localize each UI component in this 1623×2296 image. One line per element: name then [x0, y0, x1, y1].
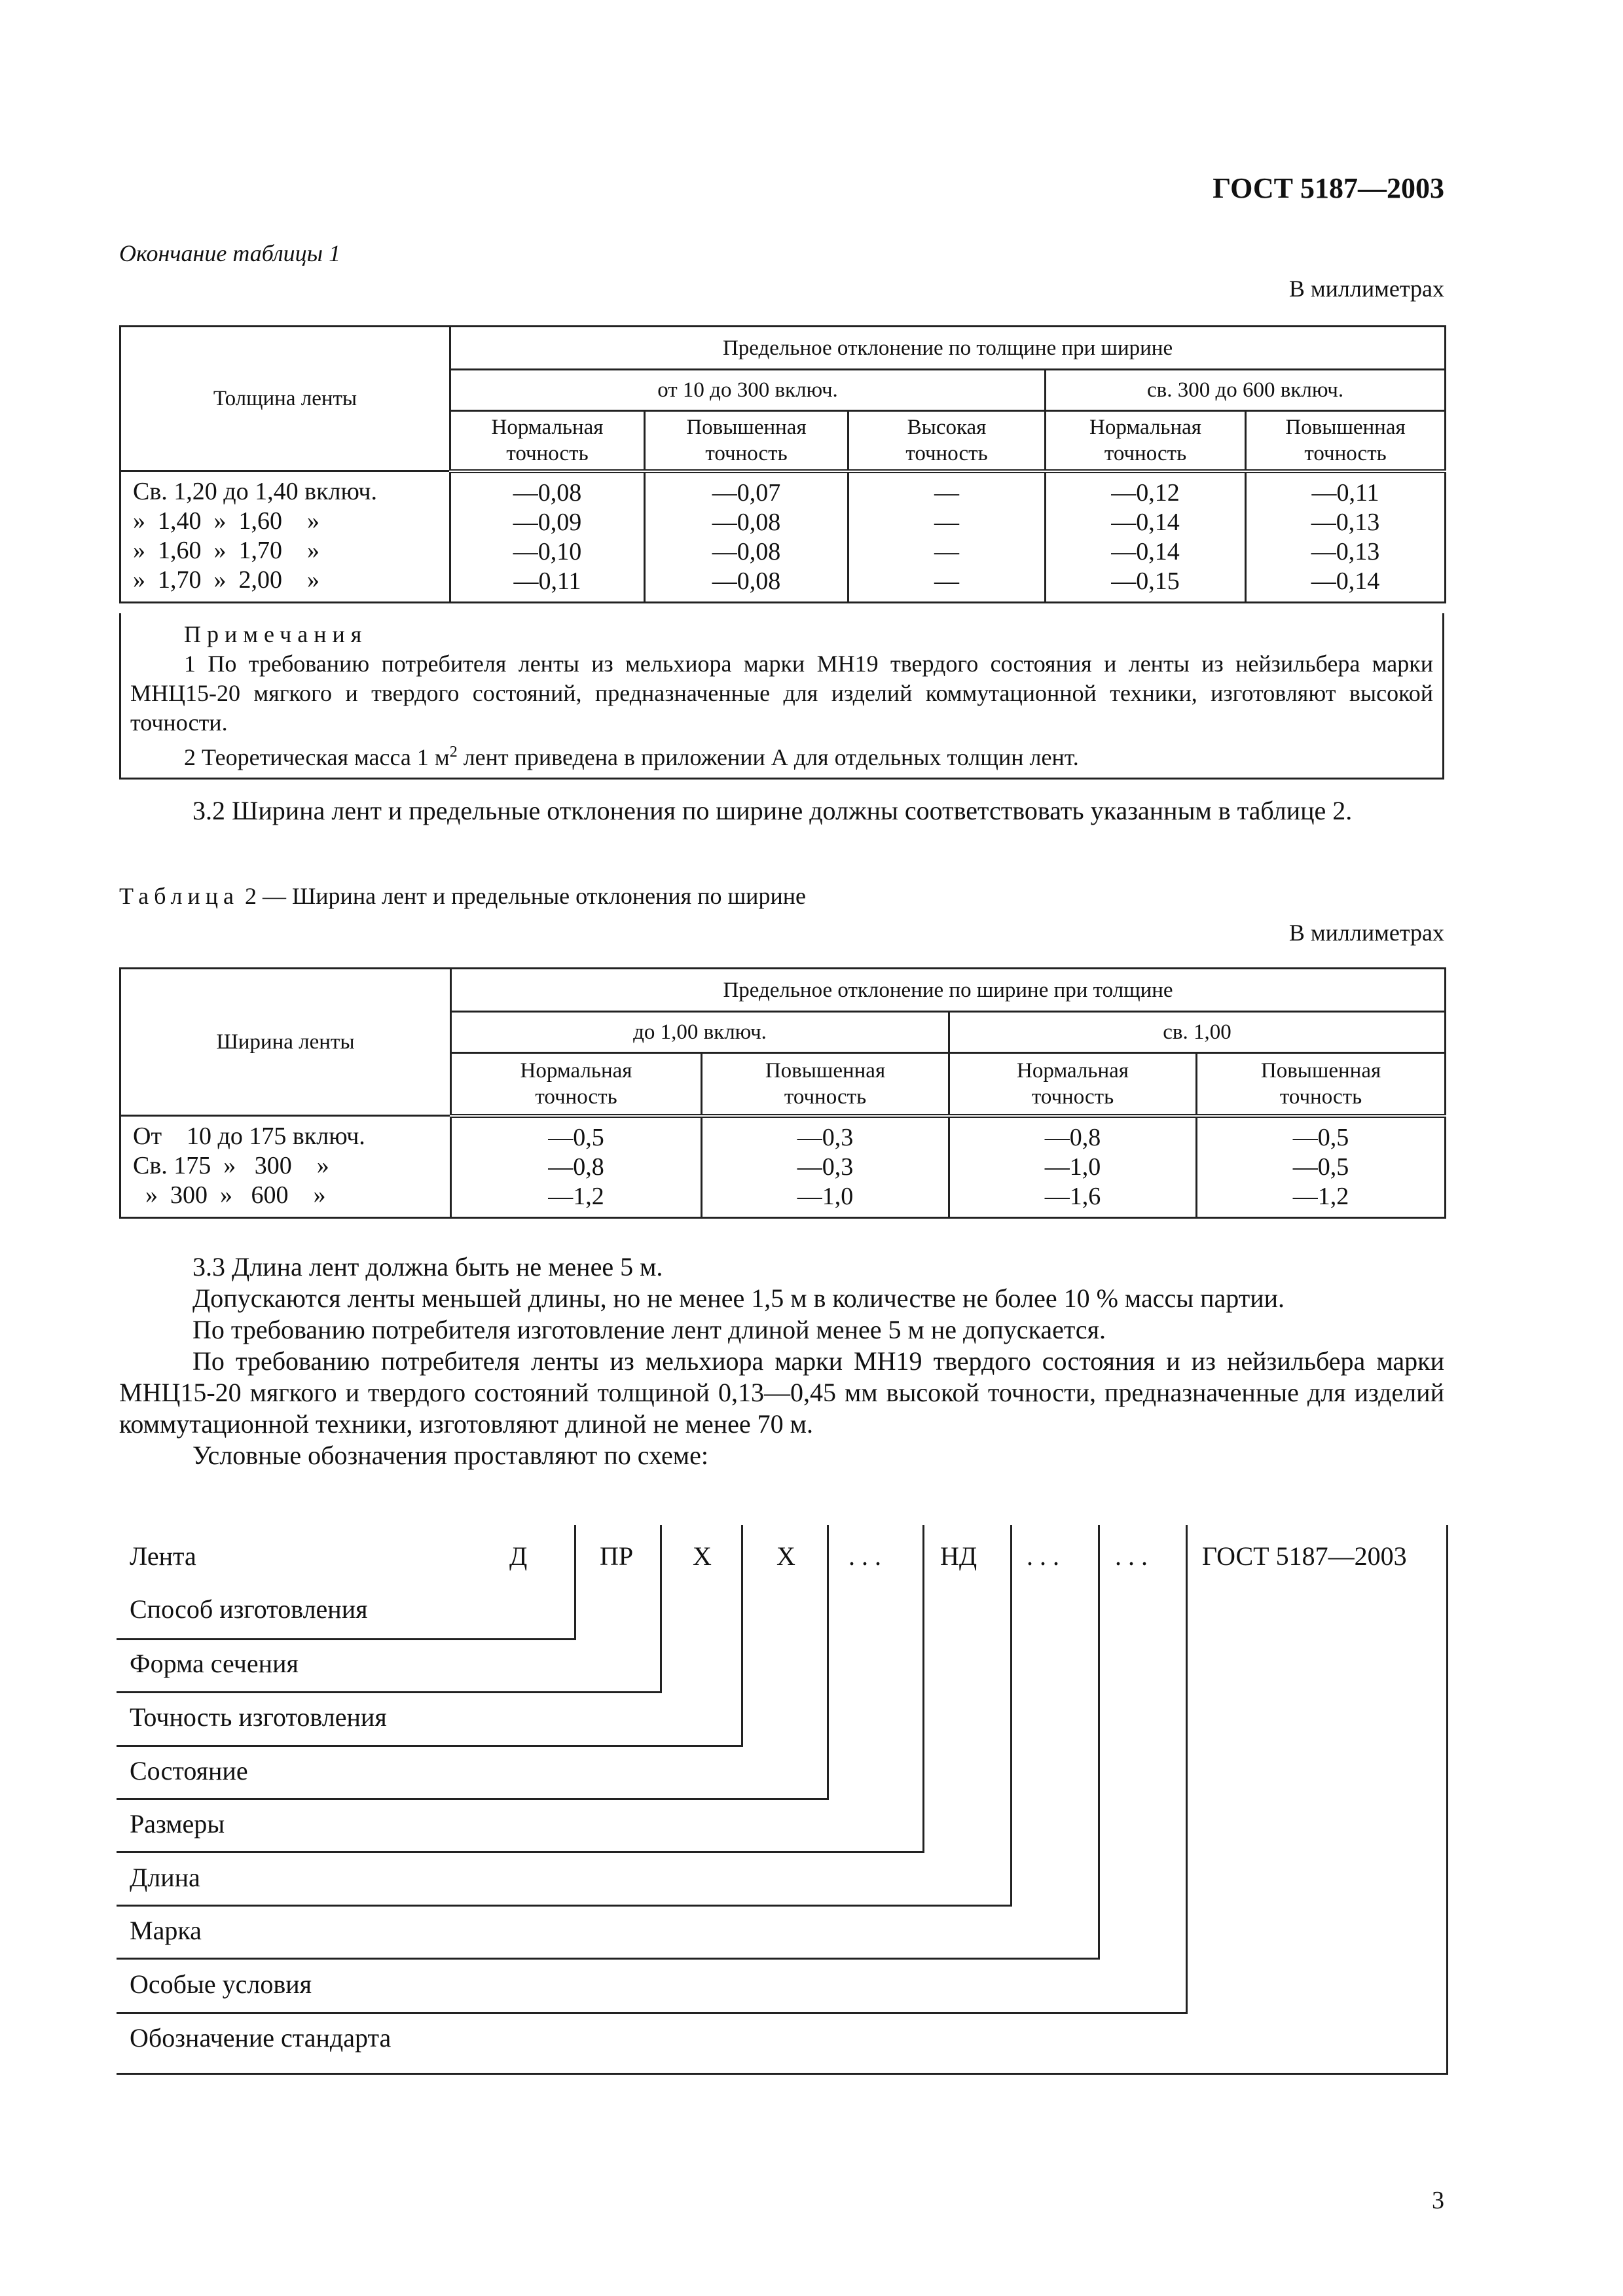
note-1: 1 По требованию потребителя ленты из мельхиора марки МН19 твердого состояния и ленты из нейзильбера марки МНЦ15-20 мягкого и твердого состояний, предназначенные для изделий коммутационной техники, изготовляют высокой точности.: [130, 651, 1433, 736]
table1-caption: Окончание таблицы 1: [119, 240, 341, 266]
t1-values-col-1: —0,08 —0,09 —0,10 —0,11: [450, 471, 645, 603]
scheme-label-2: Форма сечения: [130, 1649, 299, 1678]
scheme-word: Лента: [130, 1541, 196, 1571]
scheme-code-4: Х: [776, 1541, 795, 1571]
scheme-hline-2: [117, 1691, 662, 1693]
scheme-label-9: Обозначение стандарта: [130, 2023, 392, 2053]
table1-units: В миллиметрах: [1288, 276, 1444, 302]
t2-thickness-range-2: св. 1,00: [949, 1012, 1446, 1053]
scheme-vline-3: [741, 1525, 743, 1747]
scheme-standard: ГОСТ 5187—2003: [1202, 1541, 1407, 1571]
t2-group-header: Предельное отклонение по ширине при толщине: [451, 969, 1446, 1012]
t1-values-col-5: —0,11 —0,13 —0,13 —0,14: [1246, 471, 1446, 603]
t2-acc-col-4: Повышенная точность: [1197, 1053, 1446, 1116]
t1-values-col-4: —0,12 —0,14 —0,14 —0,15: [1046, 471, 1246, 603]
scheme-vline-8: [1186, 1525, 1188, 2014]
notes-title: Примечания: [184, 621, 368, 647]
t1-group-header: Предельное отклонение по толщине при ширине: [450, 327, 1446, 370]
scheme-label-3: Точность изготовления: [130, 1702, 387, 1732]
scheme-code-2: ПР: [600, 1541, 634, 1571]
scheme-vline-7: [1098, 1525, 1100, 1960]
t2-col-width: Ширина ленты: [120, 969, 451, 1116]
para-3-3-line-4: По требованию потребителя ленты из мельхиора марки МН19 твердого состояния и из нейзильбера марки МНЦ15-20 мягкого и твердого состояний толщиной 0,13—0,45 мм высокой точности, предназначенные для изделий коммутационной техники, изготовляют длиной не менее 70 м.: [119, 1346, 1444, 1439]
scheme-label-5: Размеры: [130, 1809, 225, 1839]
table2-caption: Таблица 2 — Ширина лент и предельные отклонения по ширине: [119, 883, 806, 909]
t1-values-col-2: —0,07 —0,08 —0,08 —0,08: [645, 471, 848, 603]
scheme-code-7: . . .: [1027, 1541, 1059, 1571]
para-3-3-line-5: Условные обозначения проставляют по схеме:: [192, 1441, 708, 1470]
scheme-vline-9: [1446, 1525, 1448, 2075]
t2-values-col-1: —0,5 —0,8 —1,2: [451, 1116, 702, 1218]
table1-notes: [119, 613, 1444, 780]
para-3-3-line-2: Допускаются ленты меньшей длины, но не менее 1,5 м в количестве не более 10 % массы партии.: [192, 1283, 1285, 1313]
scheme-hline-9: [117, 2073, 1448, 2075]
t1-acc-col-2: Повышенная точность: [645, 411, 848, 471]
scheme-hline-7: [117, 1958, 1100, 1960]
scheme-vline-6: [1010, 1525, 1012, 1907]
t2-values-col-4: —0,5 —0,5 —1,2: [1197, 1116, 1446, 1218]
t2-acc-col-1: Нормальная точность: [451, 1053, 702, 1116]
t1-acc-col-1: Нормальная точность: [450, 411, 645, 471]
scheme-label-7: Марка: [130, 1916, 202, 1945]
t1-width-range-1: от 10 до 300 включ.: [450, 370, 1046, 411]
para-3-3-line-3: По требованию потребителя изготовление лент длиной менее 5 м не допускается.: [192, 1315, 1106, 1344]
t1-values-col-3: — — — —: [848, 471, 1046, 603]
scheme-vline-1: [574, 1525, 576, 1640]
scheme-code-6: НД: [940, 1541, 977, 1571]
note-2: 2 Теоретическая масса 1 $м^2$ лент приведена в приложении А для отдельных толщин лент.: [184, 744, 1079, 770]
t1-row-labels: Св. 1,20 до 1,40 включ. » 1,40 » 1,60 » » 1,60 » 1,70 » » 1,70 » 2,00 »: [120, 471, 450, 603]
t1-acc-col-5: Повышенная точность: [1246, 411, 1446, 471]
page-number: 3: [1432, 2187, 1444, 2214]
scheme-vline-5: [922, 1525, 924, 1853]
table2: [119, 967, 1446, 1219]
scheme-vline-2: [660, 1525, 662, 1693]
scheme-hline-5: [117, 1851, 924, 1853]
scheme-label-6: Длина: [130, 1863, 200, 1892]
scheme-code-8: . . .: [1115, 1541, 1148, 1571]
scheme-hline-1: [117, 1638, 576, 1640]
scheme-label-1: Способ изготовления: [130, 1594, 368, 1624]
t1-acc-col-4: Нормальная точность: [1046, 411, 1246, 471]
t1-col-thickness: Толщина ленты: [120, 327, 450, 471]
t1-acc-col-3: Высокая точность: [848, 411, 1046, 471]
paragraph-3-2: 3.2 Ширина лент и предельные отклонения по ширине должны соответствовать указанным в таблице 2.: [192, 796, 1353, 825]
scheme-label-8: Особые условия: [130, 1969, 312, 1999]
t2-thickness-range-1: до 1,00 включ.: [451, 1012, 949, 1053]
scheme-hline-8: [117, 2012, 1188, 2014]
scheme-hline-4: [117, 1798, 829, 1800]
t2-values-col-2: —0,3 —0,3 —1,0: [702, 1116, 949, 1218]
para-3-3-line-1: 3.3 Длина лент должна быть не менее 5 м.: [192, 1252, 663, 1282]
scheme-hline-3: [117, 1745, 743, 1747]
scheme-label-4: Состояние: [130, 1756, 248, 1785]
t2-row-labels: От 10 до 175 включ. Св. 175 » 300 » » 300 » 600 »: [120, 1116, 451, 1218]
scheme-code-3: Х: [693, 1541, 712, 1571]
table1: [119, 325, 1446, 603]
table2-units: В миллиметрах: [1288, 920, 1444, 946]
document-code-header: ГОСТ 5187—2003: [1213, 172, 1444, 204]
scheme-vline-4: [827, 1525, 829, 1800]
paragraph-3-3: [119, 1251, 1444, 1471]
t2-acc-col-2: Повышенная точность: [702, 1053, 949, 1116]
scheme-hline-6: [117, 1905, 1012, 1907]
scheme-code-1: Д: [509, 1541, 528, 1571]
t2-acc-col-3: Нормальная точность: [949, 1053, 1197, 1116]
t1-width-range-2: св. 300 до 600 включ.: [1046, 370, 1446, 411]
scheme-code-5: . . .: [848, 1541, 881, 1571]
t2-values-col-3: —0,8 —1,0 —1,6: [949, 1116, 1197, 1218]
